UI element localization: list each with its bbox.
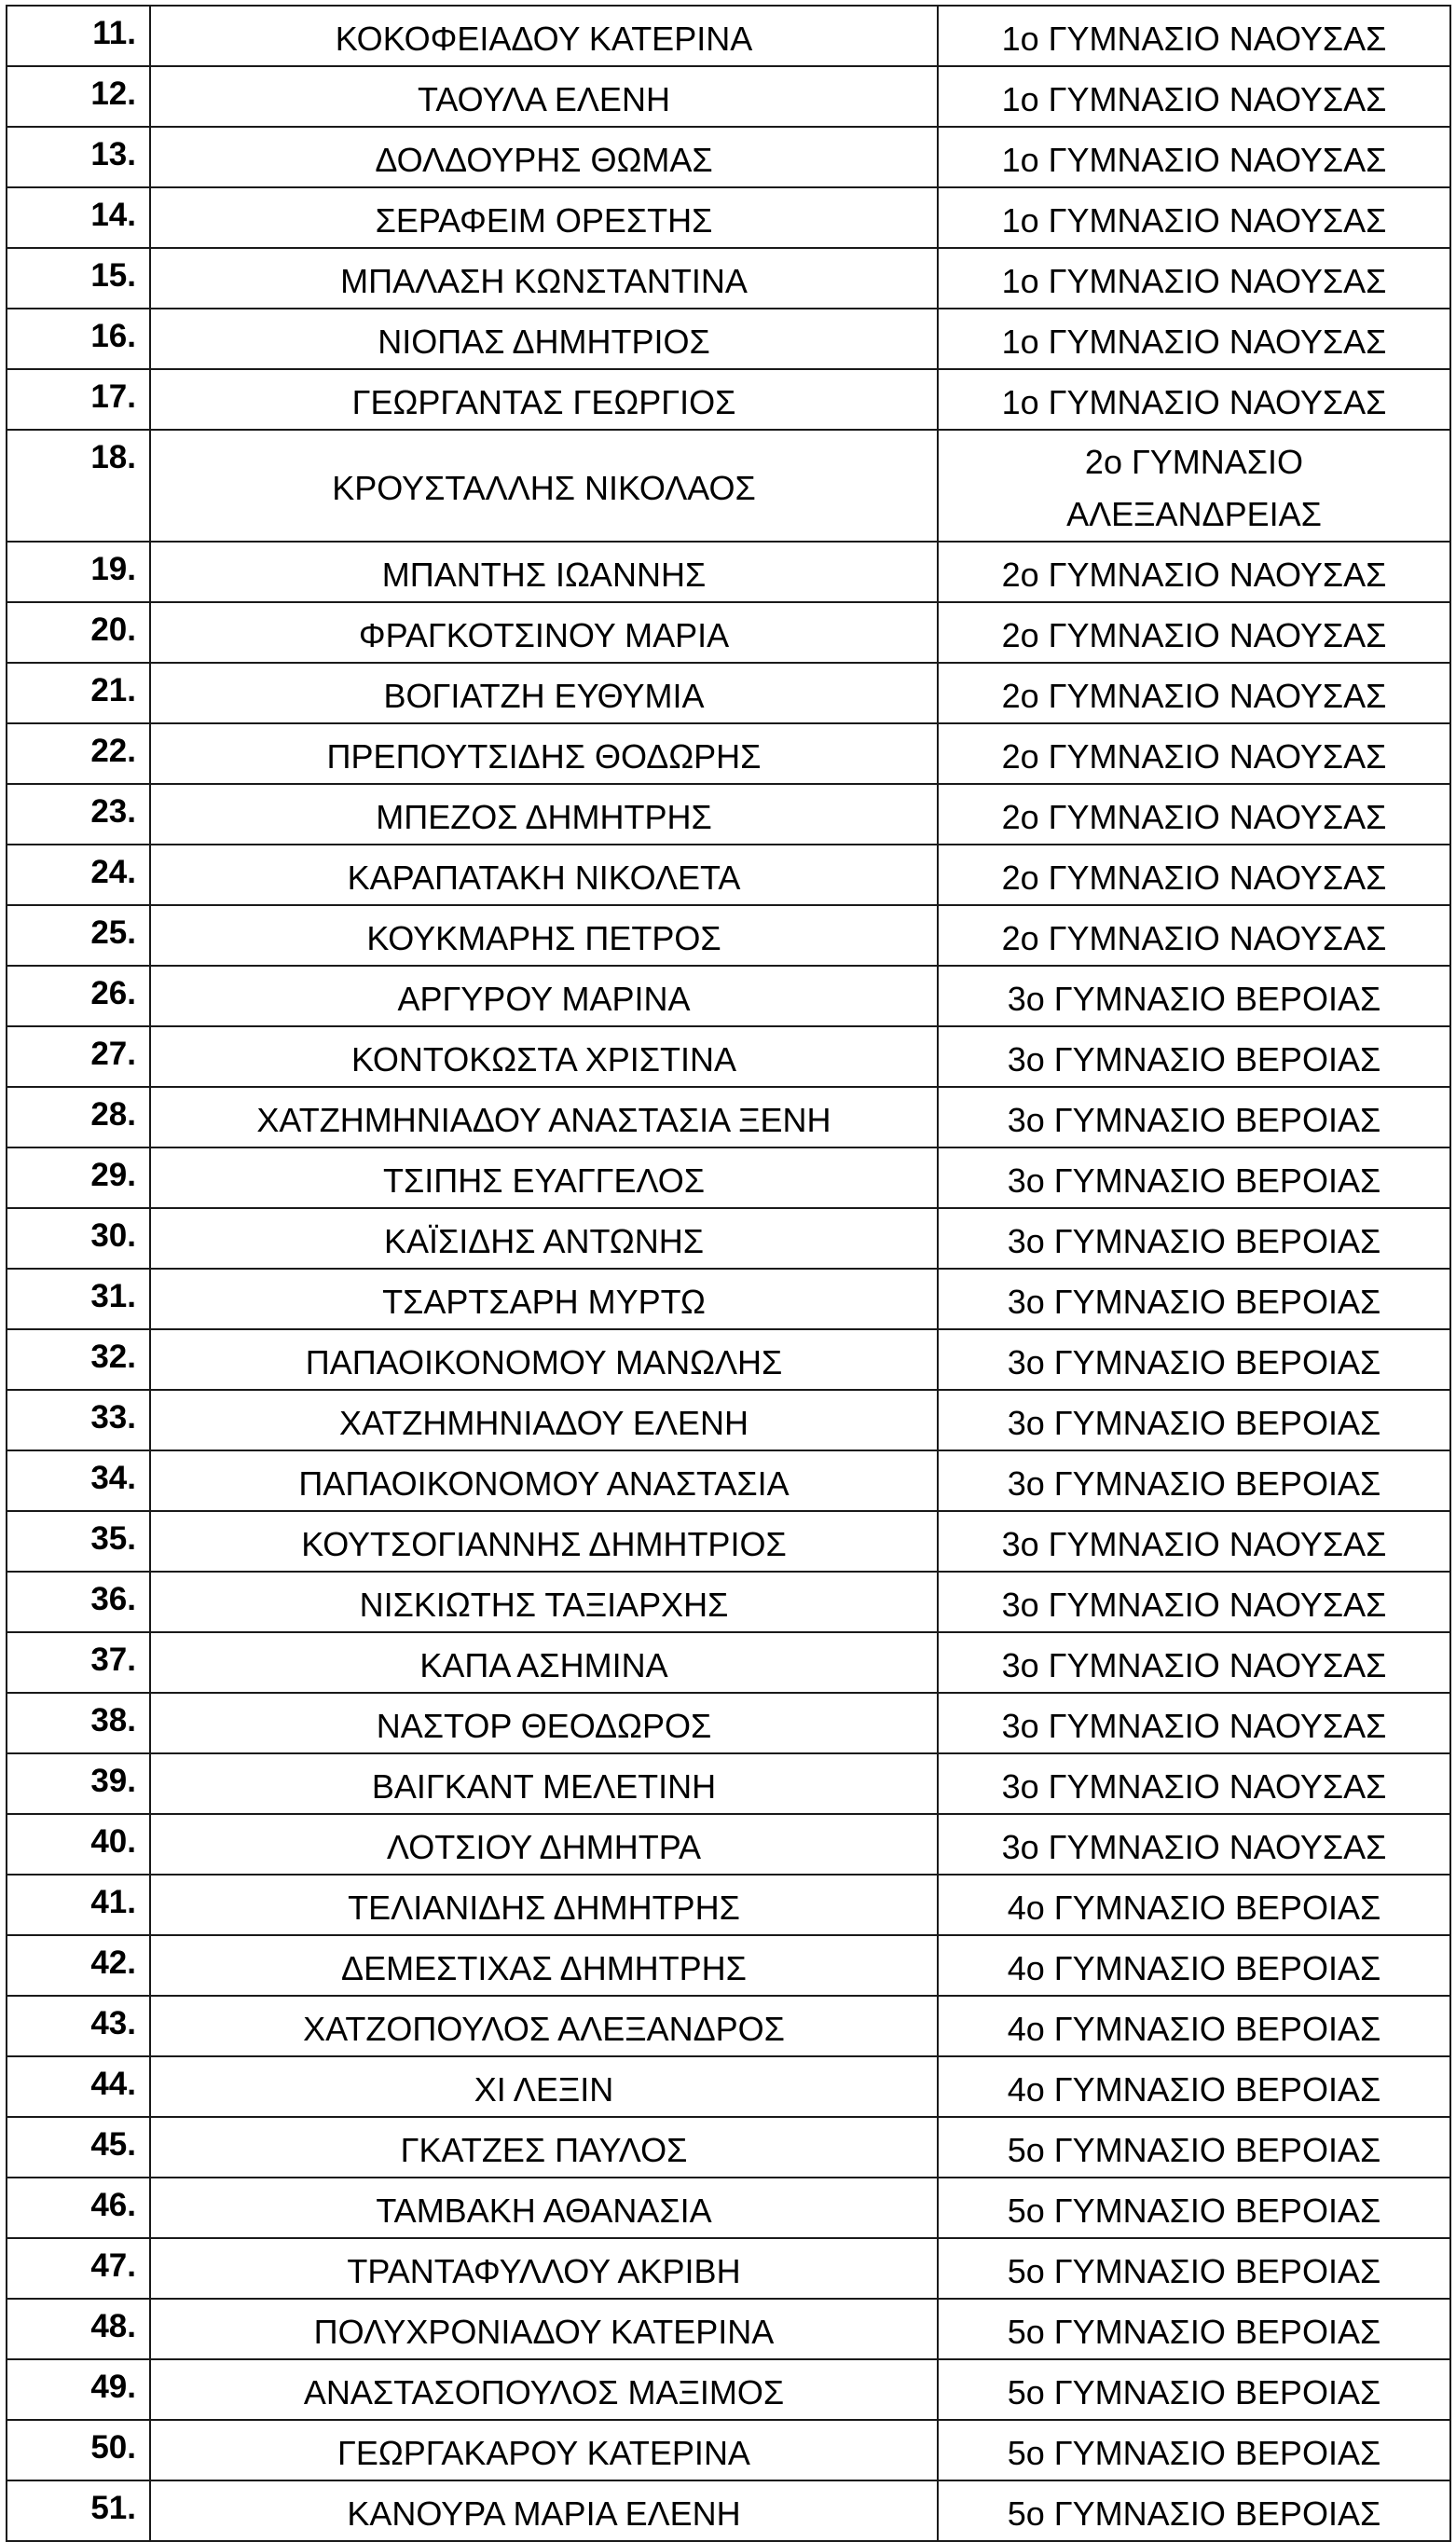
student-name-cell [150,1632,938,1693]
table-row [7,845,1450,905]
school-name-cell [938,1208,1450,1269]
table-row [7,369,1450,430]
school-name: 3ο ΓΥΜΝΑΣΙΟ ΒΕΡΟΙΑΣ [1007,1282,1381,1321]
school-name: 1ο ΓΥΜΝΑΣΙΟ ΝΑΟΥΣΑΣ [1001,19,1387,58]
row-number: 39. [90,1763,136,1799]
school-name-cell [938,602,1450,663]
table-row [7,1208,1450,1269]
row-number: 43. [90,2005,136,2041]
table-row [7,2420,1450,2480]
school-name-cell [938,6,1450,66]
school-name-cell [938,542,1450,602]
table-row [7,1814,1450,1875]
student-name: ΤΣΑΡΤΣΑΡΗ ΜΥΡΤΩ [382,1282,706,1321]
student-name-cell [150,663,938,723]
row-number: 15. [90,257,136,294]
student-name: ΒΑΙΓΚΑΝΤ ΜΕΛΕΤΙΝΗ [371,1766,717,1806]
school-name-cell [938,1329,1450,1390]
student-name-cell [150,369,938,430]
student-name-cell [150,1511,938,1572]
student-name-cell [150,2359,938,2420]
school-name: 3ο ΓΥΜΝΑΣΙΟ ΒΕΡΟΙΑΣ [1007,1342,1381,1381]
school-name: 4ο ΓΥΜΝΑΣΙΟ ΒΕΡΟΙΑΣ [1007,1948,1381,1987]
table-row [7,309,1450,369]
table-row [7,2117,1450,2178]
row-number: 40. [90,1823,136,1860]
school-name-cell [938,1572,1450,1632]
table-row [7,966,1450,1026]
school-name-cell [938,187,1450,248]
table-row [7,1935,1450,1996]
school-name-cell [938,1026,1450,1087]
school-name: 1ο ΓΥΜΝΑΣΙΟ ΝΑΟΥΣΑΣ [1001,79,1387,118]
school-name-cell [938,905,1450,966]
school-name: 1ο ΓΥΜΝΑΣΙΟ ΝΑΟΥΣΑΣ [1001,200,1387,240]
student-name-cell [150,723,938,784]
table-row [7,430,1450,542]
row-number: 22. [90,733,136,769]
school-name-cell [938,1693,1450,1753]
student-name-cell [150,2420,938,2480]
row-number-cell [7,602,150,663]
student-name-cell [150,542,938,602]
student-name-cell [150,1753,938,1814]
school-name: 4ο ΓΥΜΝΑΣΙΟ ΒΕΡΟΙΑΣ [1007,1888,1381,1927]
school-name-cell [938,784,1450,845]
table-row [7,187,1450,248]
student-name: ΜΠΑΛΑΣΗ ΚΩΝΣΤΑΝΤΙΝΑ [340,261,748,300]
student-name: ΤΡΑΝΤΑΦΥΛΛΟΥ ΑΚΡΙΒΗ [347,2251,741,2290]
student-name: ΓΚΑΤΖΕΣ ΠΑΥΛΟΣ [400,2130,688,2169]
row-number-cell [7,6,150,66]
row-number-cell [7,1087,150,1147]
student-name-cell [150,187,938,248]
row-number: 27. [90,1036,136,1072]
school-name: 2ο ΓΥΜΝΑΣΙΟ ΝΑΟΥΣΑΣ [1001,736,1387,776]
school-name: 3ο ΓΥΜΝΑΣΙΟ ΒΕΡΟΙΑΣ [1007,979,1381,1018]
table-row [7,663,1450,723]
row-number: 34. [90,1460,136,1496]
school-name: 3ο ΓΥΜΝΑΣΙΟ ΒΕΡΟΙΑΣ [1007,1161,1381,1200]
table-row [7,1693,1450,1753]
student-name-cell [150,2299,938,2359]
row-number-cell [7,2056,150,2117]
school-name-cell [938,2359,1450,2420]
row-number-cell [7,1693,150,1753]
students-table-body [7,6,1450,2541]
student-name: ΜΠΑΝΤΗΣ ΙΩΑΝΝΗΣ [381,555,707,594]
table-row [7,1390,1450,1450]
student-name: ΒΟΓΙΑΤΖΗ ΕΥΘΥΜΙΑ [383,676,705,715]
student-name: ΝΑΣΤΟΡ ΘΕΟΔΩΡΟΣ [376,1706,712,1745]
student-name-cell [150,2056,938,2117]
student-name-cell [150,1390,938,1450]
row-number: 38. [90,1702,136,1738]
school-name-cell [938,723,1450,784]
row-number: 16. [90,318,136,354]
school-name: 2ο ΓΥΜΝΑΣΙΟ ΝΑΟΥΣΑΣ [1001,676,1387,715]
row-number: 47. [90,2247,136,2284]
row-number: 12. [90,76,136,112]
row-number: 48. [90,2308,136,2344]
row-number-cell [7,845,150,905]
student-name: ΚΑΝΟΥΡΑ ΜΑΡΙΑ ΕΛΕΝΗ [347,2494,741,2533]
school-name-cell [938,369,1450,430]
row-number: 11. [92,15,136,51]
row-number: 13. [90,136,136,172]
school-name: 3ο ΓΥΜΝΑΣΙΟ ΒΕΡΟΙΑΣ [1007,1100,1381,1139]
row-number-cell [7,723,150,784]
table-row [7,1996,1450,2056]
student-name-cell [150,309,938,369]
student-name-cell [150,1087,938,1147]
student-name-cell [150,66,938,127]
student-name: ΝΙΣΚΙΩΤΗΣ ΤΑΞΙΑΡΧΗΣ [359,1585,729,1624]
row-number: 20. [90,611,136,648]
school-name-cell [938,430,1450,542]
student-name: ΓΕΩΡΓΑΚΑΡΟΥ ΚΑΤΕΡΙΝΑ [337,2433,750,2472]
row-number-cell [7,369,150,430]
school-name-cell [938,1390,1450,1450]
student-name-cell [150,602,938,663]
row-number: 28. [90,1096,136,1133]
table-row [7,2299,1450,2359]
row-number: 45. [90,2126,136,2163]
table-row [7,1450,1450,1511]
student-name: ΚΟΥΤΣΟΓΙΑΝΝΗΣ ΔΗΜΗΤΡΙΟΣ [301,1524,787,1563]
school-name-cell [938,2056,1450,2117]
school-name-cell [938,1450,1450,1511]
table-row [7,1147,1450,1208]
school-name: 3ο ΓΥΜΝΑΣΙΟ ΝΑΟΥΣΑΣ [1001,1645,1387,1684]
student-name: ΓΕΩΡΓΑΝΤΑΣ ΓΕΩΡΓΙΟΣ [351,382,736,421]
table-row [7,2056,1450,2117]
student-name: ΚΟΝΤΟΚΩΣΤΑ ΧΡΙΣΤΙΝΑ [350,1039,737,1079]
student-name: ΠΑΠΑΟΙΚΟΝΟΜΟΥ ΑΝΑΣΤΑΣΙΑ [298,1463,790,1503]
school-name-cell [938,1087,1450,1147]
school-name: 1ο ΓΥΜΝΑΣΙΟ ΝΑΟΥΣΑΣ [1001,382,1387,421]
student-name: ΦΡΑΓΚΟΤΣΙΝΟΥ ΜΑΡΙΑ [358,615,730,654]
row-number-cell [7,2299,150,2359]
student-name: ΚΑΠΑ ΑΣΗΜΙΝΑ [419,1645,668,1684]
row-number: 49. [90,2369,136,2405]
school-name: 4ο ΓΥΜΝΑΣΙΟ ΒΕΡΟΙΑΣ [1007,2009,1381,2048]
student-name-cell [150,1208,938,1269]
student-name: ΤΣΙΠΗΣ ΕΥΑΓΓΕΛΟΣ [382,1161,706,1200]
row-number: 29. [90,1157,136,1193]
school-name-cell [938,845,1450,905]
row-number: 46. [90,2187,136,2223]
student-name-cell [150,2480,938,2541]
student-name: ΧΑΤΖΗΜΗΝΙΑΔΟΥ ΕΛΕΝΗ [339,1403,749,1442]
row-number: 44. [90,2066,136,2102]
row-number-cell [7,966,150,1026]
school-name-cell [938,2178,1450,2238]
row-number-cell [7,2359,150,2420]
row-number: 32. [90,1339,136,1375]
school-name-cell [938,1996,1450,2056]
row-number-cell [7,1632,150,1693]
table-row [7,2238,1450,2299]
school-name-cell [938,66,1450,127]
row-number: 41. [90,1884,136,1920]
school-name: 2ο ΓΥΜΝΑΣΙΟ ΝΑΟΥΣΑΣ [1001,555,1387,594]
student-name-cell [150,2117,938,2178]
row-number: 26. [90,975,136,1011]
student-name-cell [150,1269,938,1329]
school-name: 3ο ΓΥΜΝΑΣΙΟ ΒΕΡΟΙΑΣ [1007,1403,1381,1442]
school-name-cell [938,2420,1450,2480]
school-name-cell [938,1875,1450,1935]
table-row [7,127,1450,187]
row-number-cell [7,2420,150,2480]
row-number-cell [7,1511,150,1572]
school-name: 2ο ΓΥΜΝΑΣΙΟ ΝΑΟΥΣΑΣ [1001,858,1387,897]
table-row [7,723,1450,784]
row-number-cell [7,1269,150,1329]
row-number-cell [7,2178,150,2238]
row-number-cell [7,2238,150,2299]
row-number-cell [7,1875,150,1935]
school-name-cell [938,1511,1450,1572]
student-name: ΧΑΤΖΟΠΟΥΛΟΣ ΑΛΕΞΑΝΔΡΟΣ [303,2009,785,2048]
row-number: 35. [90,1520,136,1557]
row-number-cell [7,1390,150,1450]
row-number: 25. [90,914,136,951]
school-name: 1ο ΓΥΜΝΑΣΙΟ ΝΑΟΥΣΑΣ [1001,261,1387,300]
student-name-cell [150,784,938,845]
school-name: 5ο ΓΥΜΝΑΣΙΟ ΒΕΡΟΙΑΣ [1007,2312,1381,2351]
table-row [7,1329,1450,1390]
student-name: ΠΟΛΥΧΡΟΝΙΑΔΟΥ ΚΑΤΕΡΙΝΑ [313,2312,775,2351]
student-name: ΛΟΤΣΙΟΥ ΔΗΜΗΤΡΑ [386,1827,702,1866]
table-row [7,2480,1450,2541]
student-name: ΑΡΓΥΡΟΥ ΜΑΡΙΝΑ [397,979,691,1018]
row-number-cell [7,1753,150,1814]
row-number: 37. [90,1642,136,1678]
school-name: 3ο ΓΥΜΝΑΣΙΟ ΝΑΟΥΣΑΣ [1001,1524,1387,1563]
student-name: ΤΑΜΒΑΚΗ ΑΘΑΝΑΣΙΑ [376,2191,712,2230]
student-name: ΜΠΕΖΟΣ ΔΗΜΗΤΡΗΣ [376,797,712,836]
school-name-cell [938,1753,1450,1814]
row-number-cell [7,1814,150,1875]
school-name: 1ο ΓΥΜΝΑΣΙΟ ΝΑΟΥΣΑΣ [1001,140,1387,179]
student-name: ΚΡΟΥΣΤΑΛΛΗΣ ΝΙΚΟΛΑΟΣ [332,469,756,507]
row-number: 23. [90,793,136,830]
row-number-cell [7,2117,150,2178]
school-name: 3ο ΓΥΜΝΑΣΙΟ ΝΑΟΥΣΑΣ [1001,1585,1387,1624]
school-name: 1ο ΓΥΜΝΑΣΙΟ ΝΑΟΥΣΑΣ [1001,322,1387,361]
student-name-cell [150,1935,938,1996]
student-name: ΚΟΚΟΦΕΙΑΔΟΥ ΚΑΤΕΡΙΝΑ [335,19,753,58]
row-number-cell [7,905,150,966]
row-number: 17. [90,378,136,415]
row-number-cell [7,187,150,248]
school-name-cell [938,2480,1450,2541]
student-name: ΚΟΥΚΜΑΡΗΣ ΠΕΤΡΟΣ [366,918,721,957]
school-name: 5ο ΓΥΜΝΑΣΙΟ ΒΕΡΟΙΑΣ [1007,2130,1381,2169]
table-row [7,784,1450,845]
school-name: 2ο ΓΥΜΝΑΣΙΟ ΝΑΟΥΣΑΣ [1001,615,1387,654]
student-name: ΠΑΠΑΟΙΚΟΝΟΜΟΥ ΜΑΝΩΛΗΣ [305,1342,783,1381]
school-name-cell [938,1814,1450,1875]
row-number-cell [7,784,150,845]
row-number-cell [7,248,150,309]
school-name-cell [938,1147,1450,1208]
row-number-cell [7,1935,150,1996]
student-name-cell [150,905,938,966]
row-number-cell [7,1996,150,2056]
school-name: 2ο ΓΥΜΝΑΣΙΟ ΝΑΟΥΣΑΣ [1001,918,1387,957]
table-row [7,66,1450,127]
school-name: 4ο ΓΥΜΝΑΣΙΟ ΒΕΡΟΙΑΣ [1007,2069,1381,2109]
row-number: 24. [90,854,136,890]
student-name-cell [150,845,938,905]
table-row [7,1511,1450,1572]
school-name: 3ο ΓΥΜΝΑΣΙΟ ΒΕΡΟΙΑΣ [1007,1039,1381,1079]
school-name-cell [938,663,1450,723]
student-name: ΑΝΑΣΤΑΣΟΠΟΥΛΟΣ ΜΑΞΙΜΟΣ [303,2372,785,2411]
school-name: 3ο ΓΥΜΝΑΣΙΟ ΝΑΟΥΣΑΣ [1001,1827,1387,1866]
row-number-cell [7,309,150,369]
row-number-cell [7,1450,150,1511]
student-name: ΠΡΕΠΟΥΤΣΙΔΗΣ ΘΟΔΩΡΗΣ [326,736,762,776]
row-number: 36. [90,1581,136,1617]
table-row [7,1632,1450,1693]
students-table [6,5,1451,2542]
student-name-cell [150,1450,938,1511]
row-number: 50. [90,2429,136,2466]
student-name-cell [150,2178,938,2238]
school-name: 5ο ΓΥΜΝΑΣΙΟ ΒΕΡΟΙΑΣ [1007,2433,1381,2472]
row-number-cell [7,127,150,187]
row-number: 42. [90,1944,136,1981]
school-name: 5ο ΓΥΜΝΑΣΙΟ ΒΕΡΟΙΑΣ [1007,2251,1381,2290]
student-name: ΧΙ ΛΕΞΙΝ [474,2069,614,2109]
row-number: 19. [90,551,136,587]
school-name-cell [938,127,1450,187]
student-name: ΤΑΟΥΛΑ ΕΛΕΝΗ [418,79,670,118]
row-number: 18. [90,439,136,475]
student-name-cell [150,6,938,66]
school-name-cell [938,2238,1450,2299]
school-name-cell [938,966,1450,1026]
row-number-cell [7,663,150,723]
student-name-cell [150,248,938,309]
row-number: 21. [90,672,136,708]
row-number-cell [7,542,150,602]
school-name: 3ο ΓΥΜΝΑΣΙΟ ΒΕΡΟΙΑΣ [1007,1221,1381,1260]
student-name: ΣΕΡΑΦΕΙΜ ΟΡΕΣΤΗΣ [375,200,713,240]
row-number-cell [7,1147,150,1208]
student-name: ΚΑΪΣΙΔΗΣ ΑΝΤΩΝΗΣ [383,1221,705,1260]
student-name: ΔΕΜΕΣΤΙΧΑΣ ΔΗΜΗΤΡΗΣ [341,1948,747,1987]
row-number-cell [7,2480,150,2541]
school-name: 3ο ΓΥΜΝΑΣΙΟ ΒΕΡΟΙΑΣ [1007,1463,1381,1503]
school-name: 2ο ΓΥΜΝΑΣΙΟ ΝΑΟΥΣΑΣ [1001,797,1387,836]
student-name: ΤΕΛΙΑΝΙΔΗΣ ΔΗΜΗΤΡΗΣ [348,1888,740,1927]
row-number: 33. [90,1399,136,1436]
row-number-cell [7,1572,150,1632]
row-number-cell [7,1026,150,1087]
table-row [7,1753,1450,1814]
table-row [7,2178,1450,2238]
student-name-cell [150,2238,938,2299]
row-number-cell [7,1208,150,1269]
table-row [7,2359,1450,2420]
table-row [7,1572,1450,1632]
student-name-cell [150,127,938,187]
student-name-cell [150,1147,938,1208]
student-name-cell [150,966,938,1026]
school-name: 2ο ΓΥΜΝΑΣΙΟ ΑΛΕΞΑΝΔΡΕΙΑΣ [1066,443,1322,533]
school-name-cell [938,2299,1450,2359]
student-name: ΔΟΛΔΟΥΡΗΣ ΘΩΜΑΣ [375,140,713,179]
row-number: 51. [90,2490,136,2526]
school-name: 5ο ΓΥΜΝΑΣΙΟ ΒΕΡΟΙΑΣ [1007,2191,1381,2230]
table-row [7,905,1450,966]
table-row [7,6,1450,66]
school-name: 5ο ΓΥΜΝΑΣΙΟ ΒΕΡΟΙΑΣ [1007,2372,1381,2411]
school-name: 3ο ΓΥΜΝΑΣΙΟ ΝΑΟΥΣΑΣ [1001,1706,1387,1745]
student-name-cell [150,1026,938,1087]
table-row [7,248,1450,309]
student-name-cell [150,1329,938,1390]
row-number: 14. [90,197,136,233]
table-row [7,1269,1450,1329]
student-name-cell [150,1693,938,1753]
table-row [7,1875,1450,1935]
row-number: 30. [90,1217,136,1254]
table-row [7,602,1450,663]
school-name: 3ο ΓΥΜΝΑΣΙΟ ΝΑΟΥΣΑΣ [1001,1766,1387,1806]
student-name-cell [150,430,938,542]
student-name-cell [150,1572,938,1632]
school-name-cell [938,1632,1450,1693]
table-row [7,542,1450,602]
school-name-cell [938,2117,1450,2178]
school-name-cell [938,309,1450,369]
school-name-cell [938,1935,1450,1996]
row-number-cell [7,430,150,542]
student-name-cell [150,1814,938,1875]
student-name-cell [150,1996,938,2056]
row-number-cell [7,1329,150,1390]
student-name: ΚΑΡΑΠΑΤΑΚΗ ΝΙΚΟΛΕΤΑ [347,858,741,897]
school-name: 5ο ΓΥΜΝΑΣΙΟ ΒΕΡΟΙΑΣ [1007,2494,1381,2533]
student-name: ΝΙΟΠΑΣ ΔΗΜΗΤΡΙΟΣ [378,322,710,361]
row-number: 31. [90,1278,136,1314]
school-name-cell [938,248,1450,309]
row-number-cell [7,66,150,127]
student-name: ΧΑΤΖΗΜΗΝΙΑΔΟΥ ΑΝΑΣΤΑΣΙΑ ΞΕΝΗ [256,1100,831,1139]
school-name-cell [938,1269,1450,1329]
student-name-cell [150,1875,938,1935]
table-row [7,1087,1450,1147]
table-row [7,1026,1450,1087]
